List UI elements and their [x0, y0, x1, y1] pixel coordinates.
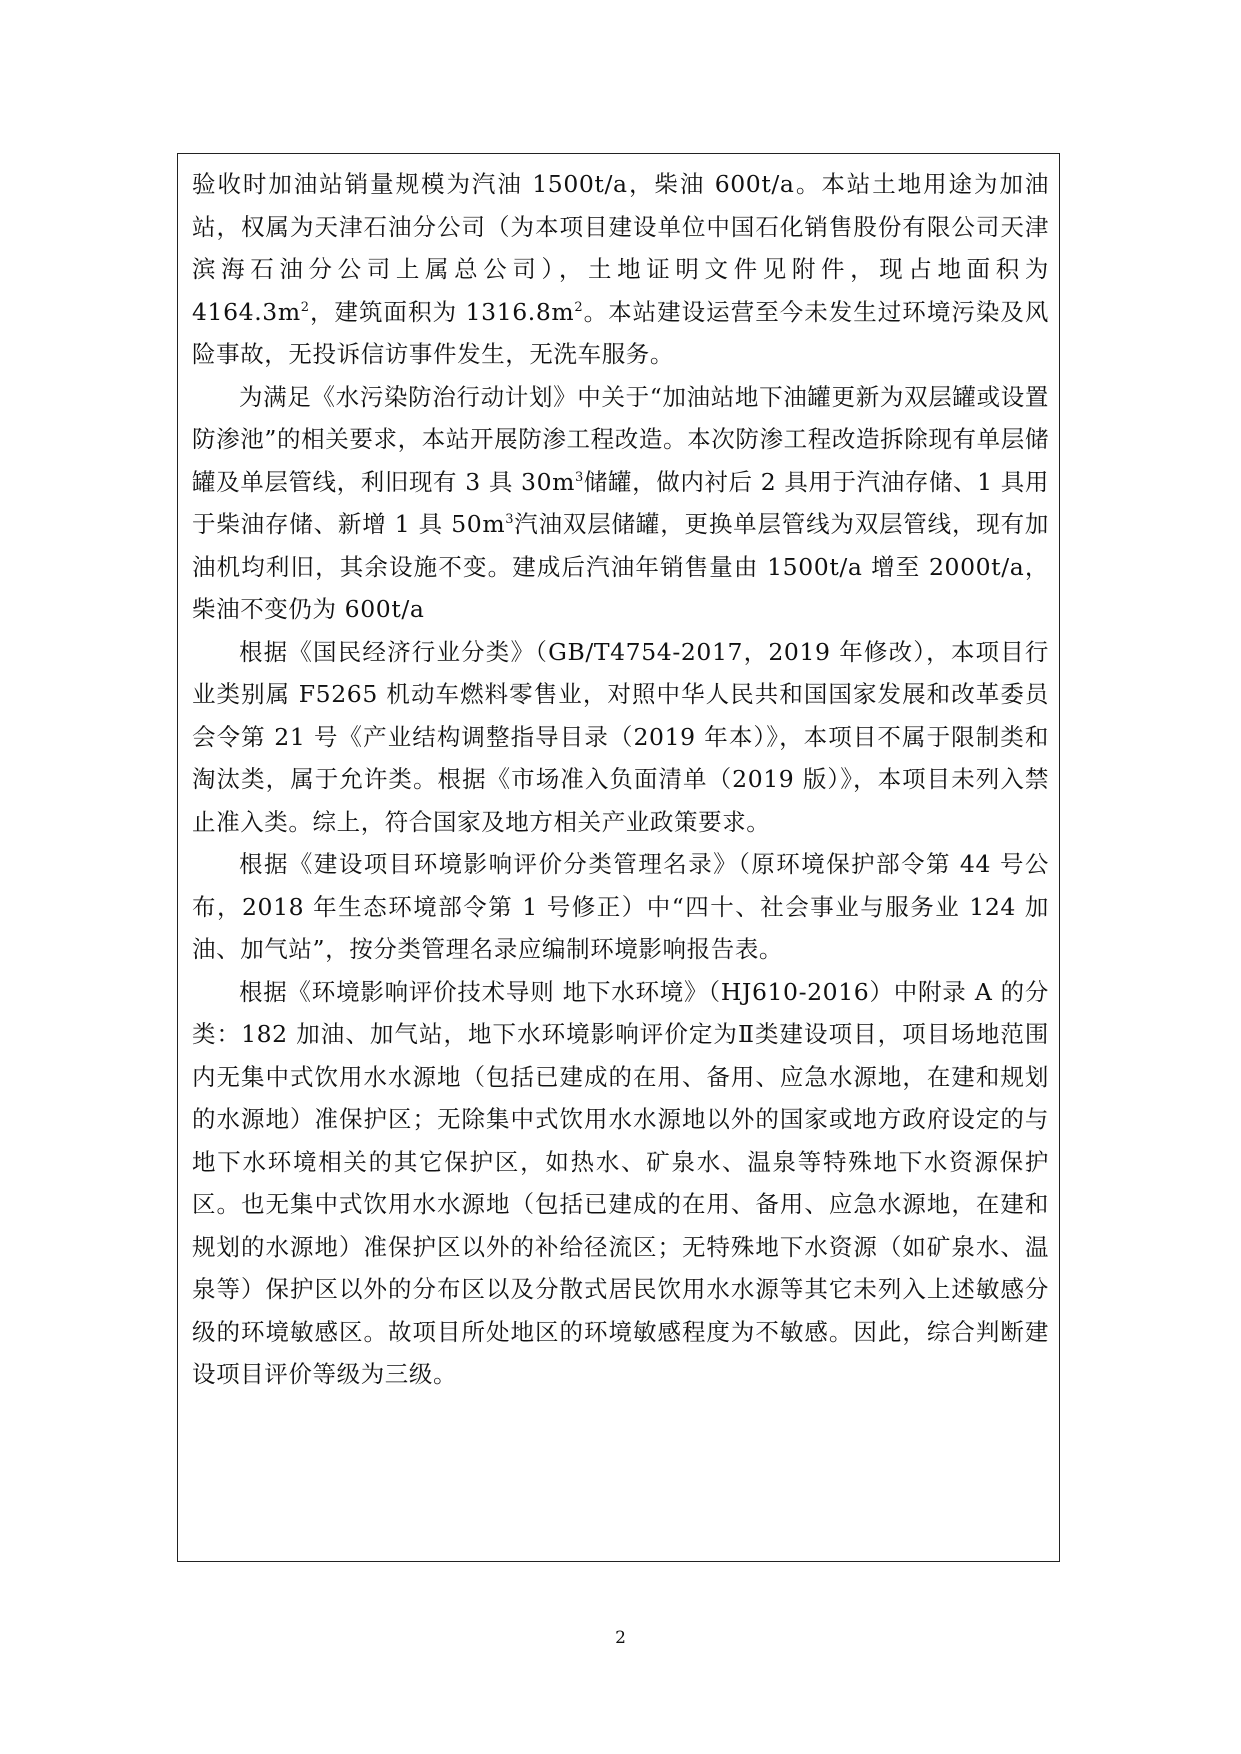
- superscript: 3: [575, 469, 584, 485]
- text-run: ，建筑面积为 1316.8m: [309, 297, 575, 326]
- paragraph-seepage-renovation: [192, 376, 1049, 631]
- paragraph-eia-classification: [192, 843, 1049, 971]
- superscript: 2: [300, 299, 310, 315]
- text-run: 为满足《水污染防治行动计划》中关于“加油站地下油罐更新为双层罐或设置防渗池”的相关要求，本站开展防渗工程改造。本次防渗工程改造拆除现有单层储罐及单层管线，利旧现有 3 具 30m: [192, 382, 1049, 496]
- text-run: 储罐，做内衬后 2 具用于汽油存储、1 具用于柴油存储、新增 1 具 50m: [192, 467, 1049, 538]
- text-run: 根据《建设项目环境影响评价分类管理名录》（原环境保护部令第 44 号公布，2018 年生态环境部令第 1 号修正）中“四十、社会事业与服务业 124 加油、加气站”，按分类管理名录应编制环境影响报告表。: [192, 850, 1049, 963]
- text-run: 验收时加油站销量规模为汽油 1500t/a，柴油 600t/a。本站土地用途为加油站，权属为天津石油分公司（为本项目建设单位中国石化销售股份有限公司天津滨海石油分公司上属总公司），土地证明文件见附件，现占地面积为 4164.3m: [192, 170, 1049, 326]
- text-run: 。本站建设运营至今未发生过环境污染及风险事故，无投诉信访事件发生，无洗车服务。: [192, 297, 1049, 368]
- paragraph-groundwater-assessment: [192, 971, 1049, 1396]
- page-number: 2: [615, 1628, 626, 1648]
- text-run: 汽油双层储罐，更换单层管线为双层管线，现有加油机均利旧，其余设施不变。建成后汽油年销售量由 1500t/a 增至 2000t/a，柴油不变仍为 600t/a: [192, 510, 1049, 623]
- paragraph-industry-policy: [192, 631, 1049, 844]
- paragraph-station-overview: [192, 163, 1049, 376]
- text-run: 根据《环境影响评价技术导则 地下水环境》（HJ610-2016）中附录 A 的分类：182 加油、加气站，地下水环境影响评价定为Ⅱ类建设项目，项目场地范围内无集中式饮用水水源地（包括已建成的在用、备用、应急水源地，在建和规划的水源地）准保护区；无除集中式饮用水水源地以外的国家或地方政府设定的与地下水环境相关的其它保护区，如热水、矿泉水、温泉等特殊地下水资源保护区。也无集中式饮用水水源地（包括已建成的在用、备用、应急水源地，在建和规划的水源地）准保护区以外的补给径流区；无特殊地下水资源（如矿泉水、温泉等）保护区以外的分布区以及分散式居民饮用水水源等其它未列入上述敏感分级的环境敏感区。故项目所处地区的环境敏感程度为不敏感。因此，综合判断建设项目评价等级为三级。: [192, 977, 1049, 1388]
- superscript: 3: [505, 512, 515, 528]
- content-table-cell: [177, 153, 1060, 1562]
- text-run: 根据《国民经济行业分类》（GB/T4754-2017，2019 年修改），本项目行业类别属 F5265 机动车燃料零售业，对照中华人民共和国国家发展和改革委员会令第 21 号《产业结构调整指导目录（2019 年本）》，本项目不属于限制类和淘汰类，属于允许类。根据《市场准入负面清单（2019 版）》，本项目未列入禁止准入类。综上，符合国家及地方相关产业政策要求。: [192, 637, 1049, 836]
- superscript: 2: [574, 299, 584, 315]
